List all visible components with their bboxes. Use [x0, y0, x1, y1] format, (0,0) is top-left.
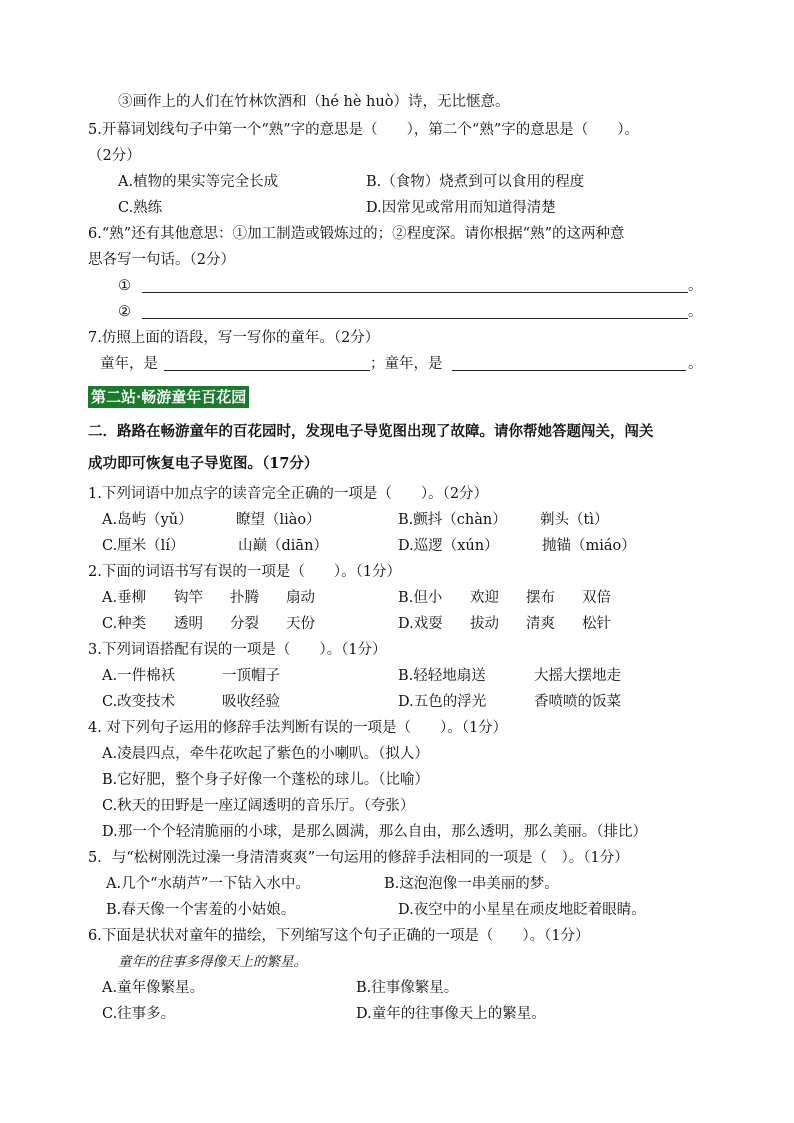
q6b-option-c: C.往事多。: [102, 1006, 176, 1022]
q1-option-a-word1: A.岛屿（yǔ）: [102, 512, 193, 528]
q2-word: C.种类: [102, 616, 147, 632]
q2-word: B.但小: [398, 590, 443, 606]
q3-phrase: A.一件棉袄: [102, 668, 176, 684]
q7-prefix: 童年，是: [100, 356, 158, 372]
q5-option-d: D.因常见或常用而知道得清楚: [366, 200, 556, 216]
q2-word: 分裂: [230, 616, 259, 632]
q6b-quote: 童年的往事多得像天上的繁星。: [118, 954, 307, 970]
q7-separator: ；童年，是: [370, 356, 443, 372]
q1-option-a-word2: 瞭望（liào）: [236, 512, 321, 528]
q4-option-b: B.它好肥，整个身子好像一个蓬松的球儿。（比喻）: [102, 772, 430, 788]
q6-answer-line-1[interactable]: [142, 292, 688, 293]
q1-option-b-word2: 剃头（tì）: [540, 512, 609, 528]
q3-phrase: C.改变技术: [102, 694, 176, 710]
q5b-option-d: D.夜空中的小星星在顽皮地眨着眼睛。: [398, 902, 646, 918]
question-4-stem: 4. 对下列句子运用的修辞手法判断有误的一项是（ ）。（1分）: [88, 720, 508, 736]
q3-phrase: 吸收经验: [222, 694, 280, 710]
q2-word: 拔动: [470, 616, 499, 632]
q5-option-b: B.（食物）烧煮到可以食用的程度: [366, 174, 585, 190]
question-3-stem: 3.下列词语搭配有误的一项是（ ）。（1分）: [88, 642, 387, 658]
q3-phrase: 大摇大摆地走: [534, 668, 621, 684]
q6-answer-line-2[interactable]: [142, 318, 688, 319]
q1-option-d-word1: D.巡逻（xún）: [398, 538, 499, 554]
item-3: ③画作上的人们在竹林饮酒和（hé hè huò）诗，无比惬意。: [118, 94, 510, 110]
q3-phrase: B.轻轻地扇送: [398, 668, 486, 684]
q7-stem: 7.仿照上面的语段，写一写你的童年。（2分）: [88, 330, 380, 346]
q6-stem-line2: 思各写一句话。（2分）: [88, 252, 235, 268]
question-2-stem: 2.下面的词语书写有误的一项是（ ）。（1分）: [88, 564, 402, 580]
q6-period-2: 。: [688, 304, 703, 320]
section-intro-line2: 成功即可恢复电子导览图。（17分）: [88, 455, 319, 472]
q6-marker-2: ②: [118, 304, 131, 320]
q2-word: 松针: [582, 616, 611, 632]
q2-word: D.戏耍: [398, 616, 443, 632]
q6-period-1: 。: [688, 278, 703, 294]
q5b-option-a: A.几个“水葫芦”一下钻入水中。: [106, 876, 310, 892]
q2-word: 双倍: [582, 590, 611, 606]
q6-marker-1: ①: [118, 278, 131, 294]
q1-option-d-word2: 抛锚（miáo）: [542, 538, 636, 554]
q3-phrase: 一顶帽子: [222, 668, 280, 684]
q2-word: 钩竿: [174, 590, 203, 606]
q4-option-d: D.那一个个轻清脆丽的小球，是那么圆满，那么自由，那么透明，那么美丽。（排比）: [102, 824, 647, 840]
q2-word: 扑腾: [230, 590, 259, 606]
q1-option-c-word1: C.厘米（lí）: [102, 538, 185, 554]
question-1-stem: 1.下列词语中加点字的读音完全正确的一项是（ ）。（2分）: [88, 486, 489, 502]
q5-option-c: C.熟练: [118, 200, 163, 216]
q2-word: 透明: [174, 616, 203, 632]
q2-word: A.垂柳: [102, 590, 147, 606]
q7-answer-line-1[interactable]: [164, 370, 370, 371]
q5-stem: 5.开幕词划线句子中第一个“熟”字的意思是（ ），第二个“熟”字的意思是（ ）。: [88, 122, 639, 138]
question-6-stem: 6.下面是状状对童年的描绘，下列缩写这个句子正确的一项是（ ）。（1分）: [88, 928, 590, 944]
q2-word: 清爽: [526, 616, 555, 632]
q5b-option-b: B.这泡泡像一串美丽的梦。: [384, 876, 559, 892]
question-5-stem: 5．与“松树刚洗过澡一身清清爽爽”一句运用的修辞手法相同的一项是（ ）。（1分）: [88, 850, 629, 866]
q4-option-a: A.凌晨四点，牵牛花吹起了紫色的小喇叭。（拟人）: [102, 746, 429, 762]
q6-stem-line1: 6.“熟”还有其他意思：①加工制造或锻炼过的；②程度深。请你根据“熟”的这两种意: [88, 226, 625, 242]
q5-option-a: A.植物的果实等完全长成: [118, 174, 279, 190]
q1-option-b-word1: B.颤抖（chàn）: [398, 512, 507, 528]
q2-word: 天份: [286, 616, 315, 632]
section-banner: 第二站·畅游童年百花园: [88, 386, 249, 408]
q2-word: 扇动: [286, 590, 315, 606]
q5-score: （2分）: [88, 148, 141, 164]
section-intro-line1: 二．路路在畅游童年的百花园时，发现电子导览图出现了故障。请你帮她答题闯关，闯关: [88, 423, 654, 440]
q6b-option-b: B.往事像繁星。: [356, 980, 459, 996]
q6b-option-d: D.童年的往事像天上的繁星。: [356, 1006, 546, 1022]
q2-word: 欢迎: [470, 590, 499, 606]
q3-phrase: 香喷喷的饭菜: [534, 694, 621, 710]
q7-answer-line-2[interactable]: [452, 370, 686, 371]
q3-phrase: D.五色的浮光: [398, 694, 487, 710]
q6b-option-a: A.童年像繁星。: [102, 980, 205, 996]
q1-option-c-word2: 山巅（diān）: [238, 538, 328, 554]
q5b-option-c: B.春天像一个害羞的小姑娘。: [106, 902, 296, 918]
q4-option-c: C.秋天的田野是一座辽阔透明的音乐厅。（夸张）: [102, 798, 415, 814]
q2-word: 摆布: [526, 590, 555, 606]
q7-period: 。: [688, 356, 703, 372]
